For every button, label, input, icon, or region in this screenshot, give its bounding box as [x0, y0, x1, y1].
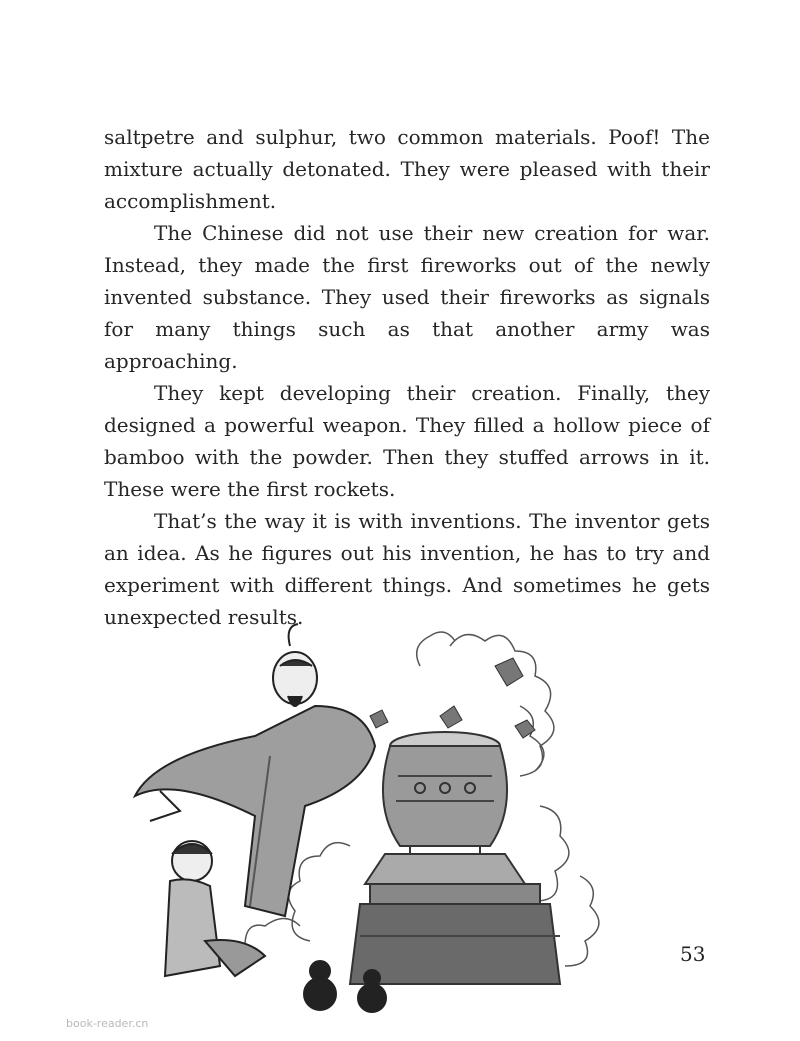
body-text	[104, 121, 710, 633]
watermark: book-reader.cn	[66, 1017, 149, 1030]
illustration-gunpowder-explosion	[120, 606, 660, 1026]
paragraph-2: The Chinese did not use their new creation for war. Instead, they made the first fireworks out of the newly invented substance. They used their fireworks as signals for many things such as that another army was approaching.	[104, 221, 710, 373]
cauldron	[383, 732, 507, 861]
paragraph-4: That’s the way it is with inventions. The inventor gets an idea. As he figures out his invention, he has to try and experiment with different things. And sometimes he gets unexpected results.	[104, 509, 710, 629]
flying-fragments	[370, 658, 535, 738]
paragraph-3: They kept developing their creation. Finally, they designed a powerful weapon. They filled a hollow piece of bamboo with the powder. Then they stuffed arrows in it. These were the first rockets.	[104, 381, 710, 501]
scholar-figure	[135, 624, 375, 916]
stone-pedestal	[350, 854, 560, 984]
page-number: 53	[680, 942, 706, 966]
paragraph-1: saltpetre and sulphur, two common materials. Poof! The mixture actually detonated. They were pleased with their accomplishment.	[104, 125, 710, 213]
